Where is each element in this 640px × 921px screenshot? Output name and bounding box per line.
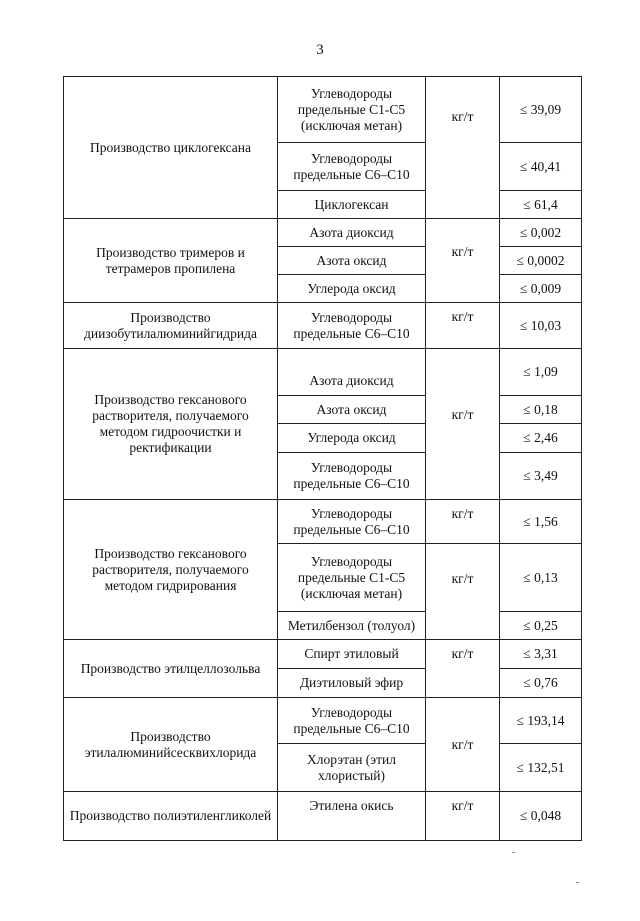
unit-cell: кг/т [426, 303, 500, 349]
norm-value: ≤ 0,048 [500, 792, 582, 841]
substance-name: Углеводороды предельные С6–С10 [278, 453, 426, 500]
norm-value: ≤ 2,46 [500, 424, 582, 453]
norm-value: ≤ 193,14 [500, 698, 582, 744]
substance-name: Циклогексан [278, 191, 426, 219]
table-row [64, 640, 582, 669]
table-row [64, 77, 582, 143]
norm-value: ≤ 61,4 [500, 191, 582, 219]
unit-cell: кг/т [426, 500, 500, 544]
norm-value: ≤ 0,002 [500, 219, 582, 247]
table-row [64, 792, 582, 841]
table-row [64, 303, 582, 349]
norm-value: ≤ 3,31 [500, 640, 582, 669]
norm-value: ≤ 39,09 [500, 77, 582, 143]
substance-name: Углеводороды предельные С6–С10 [278, 303, 426, 349]
substance-name: Спирт этиловый [278, 640, 426, 669]
production-name: Производство гексанового растворителя, получаемого методом гидроочистки и ректификации [64, 349, 278, 500]
table-row [64, 500, 582, 544]
scan-speck [576, 882, 579, 883]
table-row [64, 219, 582, 247]
norm-value: ≤ 40,41 [500, 143, 582, 191]
page-number: 3 [316, 42, 324, 58]
norm-value: ≤ 1,09 [500, 349, 582, 396]
norm-value: ≤ 10,03 [500, 303, 582, 349]
production-name: Производство циклогексана [64, 77, 278, 219]
scan-speck [512, 852, 515, 853]
production-name: Производство полиэтиленгликолей [64, 792, 278, 841]
substance-name: Хлорэтан (этил хлористый) [278, 744, 426, 792]
production-name: Производство этилалюминийсесквихлорида [64, 698, 278, 792]
unit-cell: кг/т [426, 698, 500, 792]
production-name: Производство гексанового растворителя, получаемого методом гидрирования [64, 500, 278, 640]
norm-value: ≤ 3,49 [500, 453, 582, 500]
substance-name: Углеводороды предельные С1-С5 (исключая метан) [278, 77, 426, 143]
table-row [64, 698, 582, 744]
norm-value: ≤ 0,009 [500, 275, 582, 303]
unit-cell: кг/т [426, 792, 500, 841]
norm-value: ≤ 0,0002 [500, 247, 582, 275]
substance-name: Азота оксид [278, 247, 426, 275]
unit-cell: кг/т [426, 77, 500, 219]
production-name: Производство диизобутилалюминийгидрида [64, 303, 278, 349]
substance-name: Азота диоксид [278, 349, 426, 396]
substance-name: Углеводороды предельные С6–С10 [278, 500, 426, 544]
substance-name: Диэтиловый эфир [278, 669, 426, 698]
norm-value: ≤ 0,76 [500, 669, 582, 698]
substance-name: Углерода оксид [278, 424, 426, 453]
unit-cell: кг/т [426, 640, 500, 698]
substance-name: Углеводороды предельные С6–С10 [278, 698, 426, 744]
substance-name: Углеводороды предельные С1-С5 (исключая метан) [278, 544, 426, 612]
substance-name: Углерода оксид [278, 275, 426, 303]
emission-norms-table [63, 76, 582, 841]
substance-name: Этилена окись [278, 792, 426, 841]
production-name: Производство тримеров и тетрамеров пропилена [64, 219, 278, 303]
norm-value: ≤ 0,25 [500, 612, 582, 640]
norm-value: ≤ 1,56 [500, 500, 582, 544]
production-name: Производство этилцеллозольва [64, 640, 278, 698]
substance-name: Азота диоксид [278, 219, 426, 247]
substance-name: Метилбензол (толуол) [278, 612, 426, 640]
unit-cell: кг/т [426, 544, 500, 640]
substance-name: Углеводороды предельные С6–С10 [278, 143, 426, 191]
unit-cell: кг/т [426, 349, 500, 500]
norm-value: ≤ 0,13 [500, 544, 582, 612]
norm-value: ≤ 132,51 [500, 744, 582, 792]
table-row [64, 349, 582, 396]
substance-name: Азота оксид [278, 396, 426, 424]
unit-cell: кг/т [426, 219, 500, 303]
norm-value: ≤ 0,18 [500, 396, 582, 424]
